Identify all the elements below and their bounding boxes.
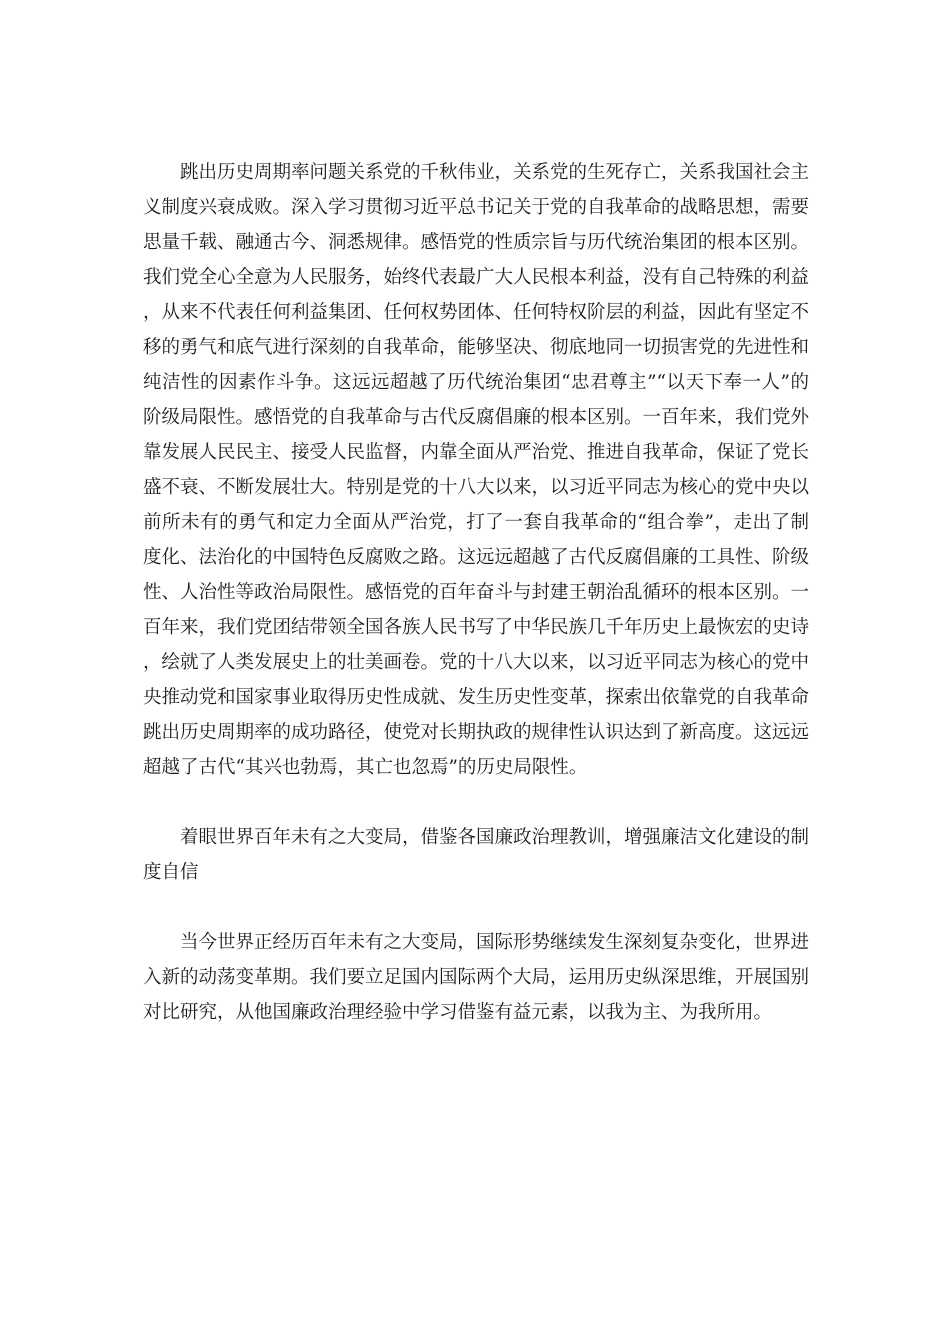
body-paragraph-1: 跳出历史周期率问题关系党的千秋伟业，关系党的生死存亡，关系我国社会主义制度兴衰成败。深入学习贯彻习近平总书记关于党的自我革命的战略思想，需要思量千载、融通古今、洞悉规律。感悟党的性质宗旨与历代统治集团的根本区别。我们党全心全意为人民服务，始终代表最广大人民根本利益，没有自己特殊的利益，从来不代表任何利益集团、任何权势团体、任何特权阶层的利益，因此有坚定不移的勇气和底气进行深刻的自我革命，能够坚决、彻底地同一切损害党的先进性和纯洁性的因素作斗争。这远远超越了历代统治集团“忠君尊主”“以天下奉一人”的阶级局限性。感悟党的自我革命与古代反腐倡廉的根本区别。一百年来，我们党外靠发展人民民主、接受人民监督，内靠全面从严治党、推进自我革命，保证了党长盛不衰、不断发展壮大。特别是党的十八大以来，以习近平同志为核心的党中央以前所未有的勇气和定力全面从严治党，打了一套自我革命的“组合拳”，走出了制度化、法治化的中国特色反腐败之路。这远远超越了古代反腐倡廉的工具性、阶级性、人治性等政治局限性。感悟党的百年奋斗与封建王朝治乱循环的根本区别。一百年来，我们党团结带领全国各族人民书写了中华民族几千年历史上最恢宏的史诗，绘就了人类发展史上的壮美画卷。党的十八大以来，以习近平同志为核心的党中央推动党和国家事业取得历史性成就、发生历史性变革，探索出依靠党的自我革命跳出历史周期率的成功路径，使党对长期执政的规律性认识达到了新高度。这远远超越了古代“其兴也勃焉，其亡也忽焉”的历史局限性。 bbox=[143, 162, 810, 778]
section-heading-paragraph: 着眼世界百年未有之大变局，借鉴各国廉政治理教训，增强廉洁文化建设的制度自信 bbox=[143, 827, 810, 883]
document-body bbox=[143, 155, 809, 1030]
body-paragraph-2: 当今世界正经历百年未有之大变局，国际形势继续发生深刻复杂变化，世界进入新的动荡变革期。我们要立足国内国际两个大局，运用历史纵深思维，开展国别对比研究，从他国廉政治理经验中学习借鉴有益元素，以我为主、为我所用。 bbox=[143, 932, 810, 1023]
